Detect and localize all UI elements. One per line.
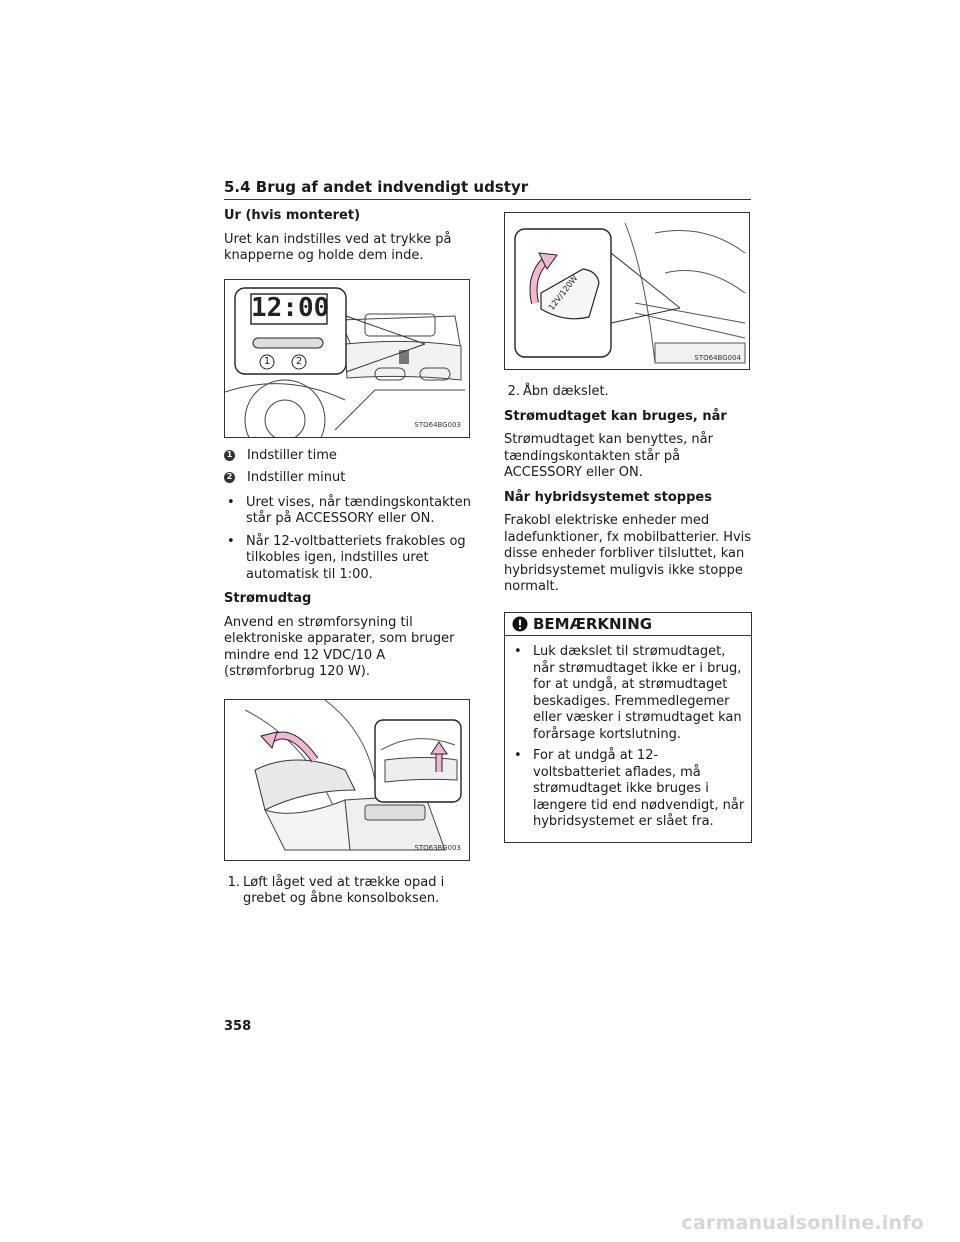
legend-item [224, 470, 472, 487]
list-item: • Når 12-voltbatteriets frakobles og tilkobles igen, indstilles uret automatisk til 1:00. [224, 534, 472, 584]
clock-notes-list [224, 495, 472, 584]
usable-heading: Strømudtaget kan bruges, når [504, 408, 727, 424]
notice-box [504, 612, 752, 843]
figure-code: STO63BG003 [414, 844, 461, 852]
hybrid-text: Frakobl elektriske enheder med ladefunktioner, fx mobilbatterier. Hvis disse enheder forbliver tilsluttet, kan hybridsystemet muligvis ikke stoppe normalt. [504, 513, 752, 594]
clock-intro: Uret kan indstilles ved at trykke på knapperne og holde dem inde. [224, 231, 452, 263]
left-column [224, 208, 472, 916]
notice-list [511, 644, 745, 831]
console-lid-illustration [225, 700, 469, 860]
power-outlet-heading: Strømudtag [224, 591, 312, 606]
outlet-cover-figure [504, 212, 750, 370]
console-box-figure [224, 699, 470, 861]
callout-2-label: 2 [295, 355, 303, 367]
list-item: • Uret vises, når tændingskontakten står på ACCESSORY eller ON. [224, 495, 472, 528]
step-number: 1. [227, 874, 240, 890]
step-text: Åbn dækslet. [523, 384, 609, 399]
legend-label: Indstiller minut [247, 470, 346, 485]
list-item: • Luk dækslet til strømudtaget, når strømudtaget ikke er i brug, for at undgå, at strømudtaget beskadiges. Fremmedlegemer eller væsker i strømudtaget kan forårsage kortslutning. [511, 644, 745, 743]
clock-figure [224, 279, 470, 438]
figure-code: STO64BG003 [414, 421, 461, 429]
list-item: • For at undgå at 12-voltsbatteriet aflades, må strømudtaget ikke bruges i længere tid end nødvendigt, når hybridsystemet er slået fra. [511, 748, 745, 831]
power-outlet-intro: Anvend en strømforsyning til elektroniske apparater, som bruger mindre end 12 VDC/10 A (strømforbrug 120 W). [224, 614, 455, 679]
outlet-cover-illustration [505, 213, 749, 369]
watermark: carmanualsonline.info [681, 1212, 924, 1234]
section-title: 5.4 Brug af andet indvendigt udstyr [224, 178, 751, 200]
clock-heading: Ur (hvis monteret) [224, 208, 361, 223]
cover-rating-label: 12V/120W [546, 273, 580, 312]
step-text: Løft låget ved at trække opad i grebet og åbne konsolboksen. [243, 874, 445, 906]
notice-title: BEMÆRKNING [533, 614, 653, 633]
figure-code: STO64BG004 [694, 353, 741, 362]
usable-text: Strømudtaget kan benyttes, når tændingskontakten står på ACCESSORY eller ON. [504, 432, 713, 480]
callout-number-icon: 1 [224, 450, 235, 461]
page-number: 358 [224, 1019, 252, 1034]
step-1 [224, 875, 472, 908]
notice-header [505, 613, 751, 637]
step-2 [504, 384, 752, 401]
callout-1-label: 1 [263, 355, 271, 367]
notice-body [505, 636, 751, 842]
clock-display-text: 12:00 [251, 292, 330, 323]
legend-item [224, 448, 472, 465]
legend-label: Indstiller time [247, 447, 337, 463]
callout-number-icon: 2 [224, 472, 235, 483]
right-column [504, 212, 752, 843]
warning-icon [511, 616, 529, 632]
step-number: 2. [507, 384, 520, 399]
hybrid-heading: Når hybridsystemet stoppes [504, 489, 712, 505]
